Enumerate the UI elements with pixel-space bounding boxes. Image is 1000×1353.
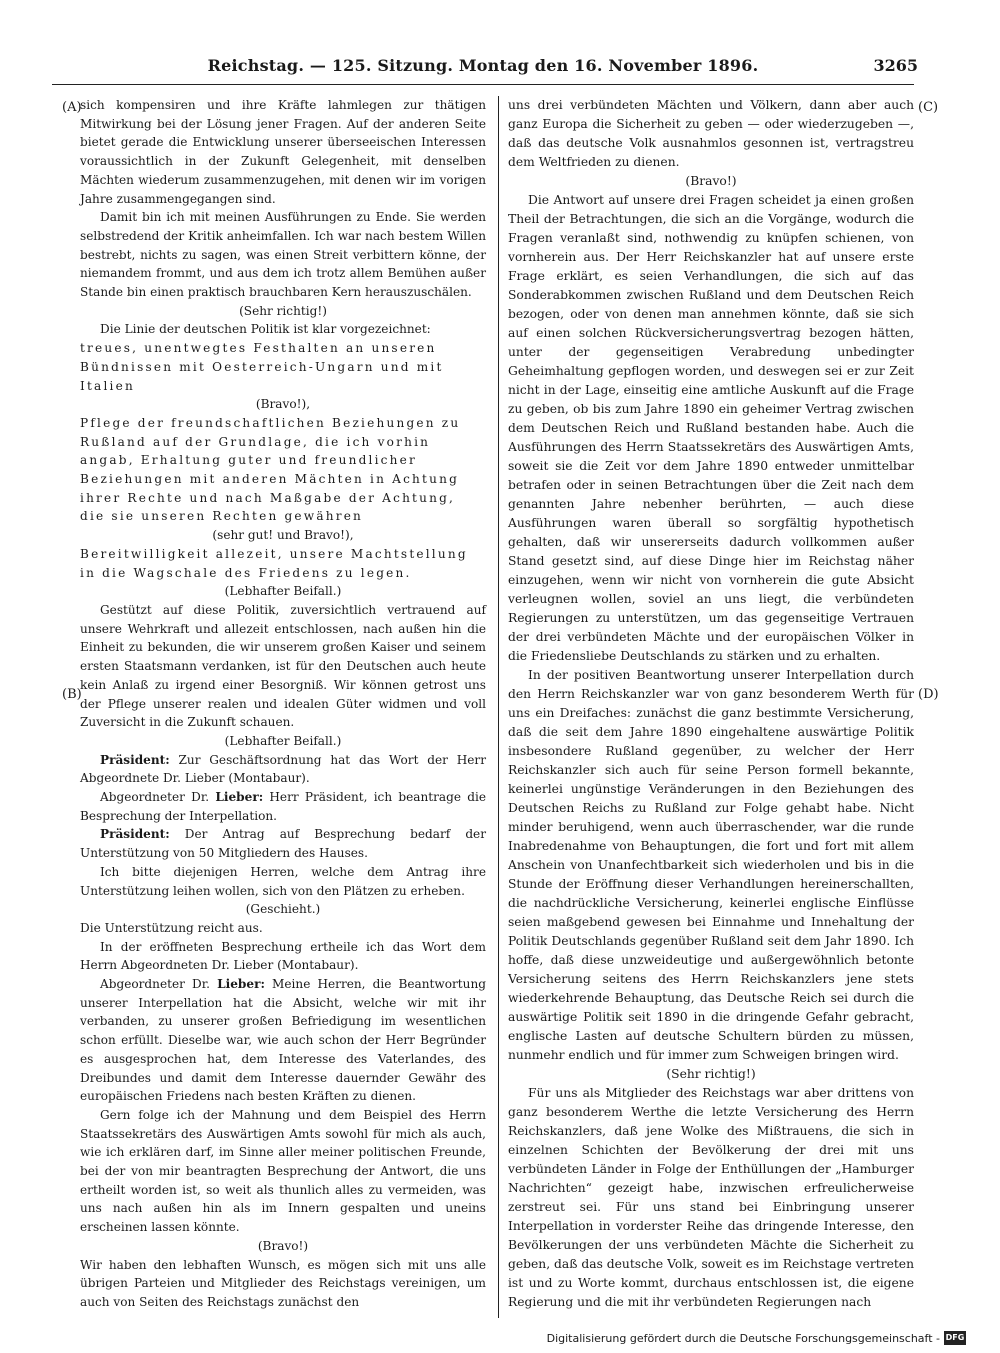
paragraph: Gestützt auf diese Politik, zuversichtlich vertrauend auf unsere Wehrkraft und allezeit entschlossen, nach außen hin die Einheit zu bekunden, die wir unserem großen Kaiser und seinem ersten Staatsmann verdanken, ist für den Deutschen auch heute kein Anlaß zu irgend einer Besorgniß. Wir können getrost uns der Pflege unserer realen und idealen Güter widmen und voll Zuversicht in die Zukunft schauen. <box>80 602 486 730</box>
interjection: (Bravo!), <box>255 397 311 412</box>
speaker-name: Lieber: <box>217 977 265 992</box>
margin-mark-b: (B) <box>62 687 82 702</box>
interjection: (Lebhafter Beifall.) <box>224 584 342 599</box>
paragraph: In der positiven Beantwortung unserer Interpellation durch den Herrn Reichskanzler war von ganz besonderem Werth für uns ein Dreifaches: zunächst die ganz bestimmte Versicherung, daß die seit dem Jahre 1890 eingehaltene auswärtige Politik insbesondere Rußland gegenüber, zu welcher der Herr Reichskanzler sich auch für seine Person formell bekannte, keinerlei ungünstige Veränderungen in den Beziehungen des Deutschen Reichs zu Rußland zur Folge gehabt habe. Nicht minder beruhigend, wenn auch überraschender, war die runde Inabredenahme von Behauptungen, die fort und fort mit allem Anschein von Unanfechtbarkeit sich wiederholen und bis in die Stunde der Eröffnung dieser Verhandlungen hereinerschallten, die nachdrückliche Versicherung, keinerlei englische Einflüsse seien maßgebend gewesen bei Einnahme und Innehaltung der Politik Deutschlands gegenüber Rußland seit dem Jahr 1890. Ich hoffe, daß diese unzweideutige und außergewöhnlich betonte Versicherung seitens des Herrn Reichskanzlers jene stets wiederkehrende Behauptung, das Deutsche Reich sei durch die auswärtige Politik seit 1890 in die dringende Gefahr gebracht, englische Lasten auf deutsche Schultern bürden zu müssen, nunmehr endlich und für immer zum Schweigen bringen wird. <box>508 668 914 1062</box>
paragraph: In der eröffneten Besprechung ertheile ich das Wort dem Herrn Abgeordneten Dr. Lieber (Montabaur). <box>80 939 486 973</box>
speaker-name: Lieber: <box>215 790 264 805</box>
interjection: (Bravo!) <box>257 1238 309 1253</box>
interjection: (Sehr richtig!) <box>666 1067 756 1081</box>
header-rule <box>52 84 914 85</box>
speech-text: Der Antrag auf Besprechung bedarf der Unterstützung von 50 Mitgliedern des Hauses. <box>80 827 486 861</box>
paragraph-emphasis: Bereitwilligkeit allezeit, unsere Machtstellung in die Wagschale des Friedens zu legen. <box>80 546 468 580</box>
page-title: Reichstag. — 125. Sitzung. Montag den 16. November 1896. <box>207 56 759 75</box>
paragraph: Die Linie der deutschen Politik ist klar vorgezeichnet: <box>100 322 431 337</box>
page-number: 3265 <box>873 56 918 75</box>
speech-text: Herr Präsident, ich beantrage die Besprechung der Interpellation. <box>80 790 486 823</box>
interjection: (Sehr richtig!) <box>239 303 327 318</box>
speaker-name: Präsident: <box>100 752 170 767</box>
paragraph: Die Unterstützung reicht aus. <box>80 920 263 935</box>
paragraph: Ich bitte diejenigen Herren, welche dem Antrag ihre Unterstützung leihen wollen, sich von den Plätzen zu erheben. <box>80 864 486 898</box>
speech-text: Zur Geschäftsordnung hat das Wort der Herr Abgeordnete Dr. Lieber (Montabaur). <box>80 752 486 786</box>
footer-text: Digitalisierung gefördert durch die Deutsche Forschungsgemeinschaft - <box>546 1331 940 1345</box>
paragraph: Wir haben den lebhaften Wunsch, es mögen sich mit uns alle übrigen Parteien und Mitglieder des Reichstags vereinigen, um auch von Seiten des Reichstags zunächst den <box>80 1257 486 1309</box>
speech-paragraph <box>80 975 486 1106</box>
speaker-title: Abgeordneter Dr. <box>100 977 218 992</box>
margin-mark-d: (D) <box>918 687 939 702</box>
speech-paragraph <box>80 825 486 862</box>
speech-text: Meine Herren, die Beantwortung unserer Interpellation hat die Absicht, welche wir mit ihr verbanden, zu unserer großen Befriedigung im wesentlichen schon erfüllt. Dieselbe war, wie auch schon der Herr Begründer es ausgesprochen hat, dem Interesse des Vaterlandes, des Dreibundes und damit dem Interesse dauernder Gewähr des europäischen Friedens nach besten Kräften zu dienen. <box>80 977 486 1104</box>
speech-paragraph <box>80 788 486 825</box>
paragraph: Für uns als Mitglieder des Reichstags war aber drittens von ganz besonderem Werthe die letzte Versicherung des Herrn Reichskanzlers, daß jene Wolke des Mißtrauens, die sich in einzelnen Schichten der Bevölkerung der drei mit uns verbündeten Länder in Folge der Enthüllungen der „Hamburger Nachrichten“ gezeigt habe, inzwischen erfreulicherweise zerstreut sei. Für uns stand bei Einbringung unserer Interpellation in vorderster Reihe das dringende Interesse, den Bevölkerungen der uns verbündeten Mächte die Sicherheit zu geben, daß das deutsche Volk, soweit es im Reichstage vertreten ist und zu Worte kommt, durchaus entschlossen ist, die eigene Regierung und die mit ihr verbündeten Regierungen nach <box>508 1086 915 1309</box>
margin-mark-c: (C) <box>918 100 939 115</box>
left-column <box>80 96 486 1312</box>
speech-paragraph <box>80 751 486 788</box>
column-divider <box>498 96 499 1318</box>
paragraph: Die Antwort auf unsere drei Fragen scheidet ja einen großen Theil der Betrachtungen, die sich an die Vorgänge, wodurch die Fragen veranlaßt sind, nothwendig zu knüpfen schienen, von vornherein aus. Der Herr Reichskanzler hat auf unsere erste Frage erklärt, es seien Verhandlungen, die sich auf das Sonderabkommen zwischen Rußland und dem Deutschen Reich bezogen, oder von denen man annehmen könnte, daß sie sich auf einen solchen Rückversicherungsvertrag bezogen hätten, unter der gegenseitigen Verabredung unbedingter Geheimhaltung gepflogen worden, und deswegen sei er zur Zeit nicht in der Lage, einseitig eine amtliche Auskunft auf die Frage zu geben, ob bis zum Jahre 1890 ein geheimer Vertrag zwischen dem Deutschen Reich und Rußland bestanden habe. Auch die Ausführungen des Herrn Staatssekretärs des Auswärtigen Amts, soweit sie die Zeit vor dem Jahre 1890 entweder unmittelbar betrafen oder in seinen Betrachtungen über die Zeit nach dem genannten Jahre nebenher berührten, — auch diese Ausführungen waren überall so sorgfältig hypothetisch gehalten, daß wir unsererseits dadurch vollkommen außer Stand gesetzt sind, auf diese Dinge hier im Reichstag näher einzugehen, wenn wir nicht von vornherein die gute Absicht verleugnen wollen, soviel an uns liegt, die verbündeten Regierungen zu unterstützen, um das gegenseitige Vertrauen der drei verbündeten Mächte und der europäischen Völker in die Friedensliebe Deutschlands zu stärken und zu erhalten. <box>508 193 914 663</box>
paragraph-emphasis: treues, unentwegtes Festhalten an unseren Bündnissen mit Oesterreich-Ungarn und mit Italien <box>80 341 444 393</box>
paragraph: sich kompensiren und ihre Kräfte lahmlegen zur thätigen Mitwirkung bei der Lösung jener Fragen. Auf der anderen Seite bietet gerade die Entwicklung unserer überseeischen Interessen voraussichtlich in der Zukunft Gelegenheit, mit denselben Mächten wiederum zusammenzugehen, mit denen wir im vorigen Jahre zusammengegangen sind. <box>80 98 486 206</box>
paragraph-emphasis: Pflege der freundschaftlichen Beziehungen zu Rußland auf der Grundlage, die ich vorhin angab, Erhaltung guter und freundlicher Beziehungen mit anderen Mächten in Achtung ihrer Rechte und nach Maßgabe der Achtung, die sie unseren Rechten gewähren <box>80 415 461 524</box>
paragraph: uns drei verbündeten Mächten und Völkern, dann aber auch ganz Europa die Sicherheit zu geben — oder wiederzugeben —, daß das deutsche Volk ausnahmlos gesonnen ist, vertragstreu dem Weltfrieden zu dienen. <box>508 98 914 169</box>
speaker-name: Präsident: <box>100 827 170 842</box>
paragraph: Damit bin ich mit meinen Ausführungen zu Ende. Sie werden selbstredend der Kritik anheimfallen. Ich war nach bestem Willen bestrebt, nichts zu sagen, was einen Streit verbittern könne, der niemandem frommt, und aus dem ich trotz allem Bemühen außer Stande bin einen praktisch brauchbaren Kern herauszuschälen. <box>80 210 486 300</box>
interjection: (Bravo!) <box>685 174 737 188</box>
interjection: (sehr gut! und Bravo!), <box>212 528 354 543</box>
interjection: (Lebhafter Beifall.) <box>224 733 342 748</box>
dfg-logo: DFG <box>944 1331 966 1345</box>
footer <box>547 1331 966 1345</box>
paragraph: Gern folge ich der Mahnung und dem Beispiel des Herrn Staatssekretärs des Auswärtigen Amts sowohl für mich als auch, wie ich erklären darf, im Sinne aller meiner politischen Freunde, bei der von mir beantragten Besprechung der Antwort, die uns ertheilt worden ist, so weit als thunlich alles zu vermeiden, was uns nach außen hin als im Innern gespalten und uneins erscheinen lassen könnte. <box>80 1107 486 1235</box>
speaker-title: Abgeordneter Dr. <box>100 790 216 805</box>
page-header <box>52 56 918 82</box>
right-column <box>508 96 914 1312</box>
interjection: (Geschieht.) <box>245 902 321 917</box>
margin-mark-a: (A) <box>62 100 82 115</box>
